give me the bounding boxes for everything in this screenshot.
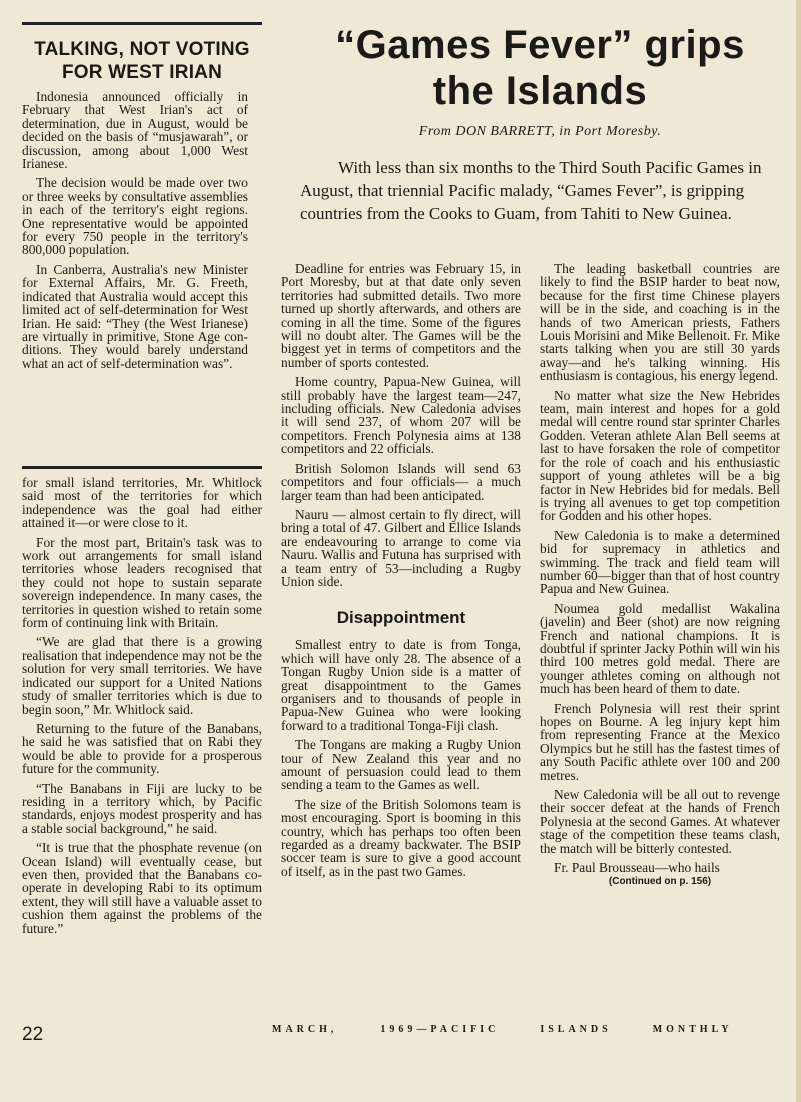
footer-month: MARCH, (272, 1024, 338, 1035)
sidebar-title-line1: TALKING, NOT VOTING (34, 39, 250, 60)
headline-line2: the Islands (432, 69, 648, 113)
footer-islands: ISLANDS (540, 1024, 612, 1035)
continued-note: (Continued on p. 156) (608, 876, 712, 888)
column2-paragraph: Deadline for entries was February 15, in Port Moresby, but at that date only seven territories had submitted details. Two more turned up shortly afterwards, and others are coming in all the time. Some of the figures will no doubt alter. The Games will be the biggest yet in terms of competitors and the number of sports contested. (281, 261, 521, 370)
column2-paragraph: The Tongans are making a Rugby Union tour of New Zealand this year and no amount of persuasion could lead to them sending a team to the Games as well. (281, 737, 521, 793)
column2-paragraph: The size of the British Solomons team is most encouraging. Sport is booming in this country, which has perhaps too often been regarded as a dreamy backwater. The BSIP soccer team is sure to give a good account of itself, as in the past two Games. (281, 796, 521, 879)
sidebar-paragraph: The decision would be made over two or three weeks by consultative assemblies in each of the territory's eight regions. One representative would be appointed for every 750 people in the territory's 800,000 population. (22, 175, 248, 258)
column2 (281, 262, 521, 878)
column1-paragraph: for small island territories, Mr. Whitlock said most of the territories for which independence was the goal had either attained it—or were close to it. (22, 475, 262, 531)
column1-lower (22, 476, 262, 935)
sidebar-top-rule (22, 22, 262, 25)
column1-paragraph: For the most part, Britain's task was to work out arrangements for small island territories whose leaders recognised that they could not hope to sustain separate sovereign independence. In many cases, the territories in question wished to retain some form of continuing link with Britain. (22, 534, 262, 631)
column3-paragraph: Noumea gold medallist Wakalina (javelin) and Beer (shot) are now reigning French and national champions. It is doubtful if sprinter Jacky Pothin will win his third 100 metres gold medal. There are younger athletes coming on although not much has been heard of them to date. (540, 600, 780, 697)
sidebar-title (22, 38, 262, 84)
column3-paragraph: The leading basketball countries are likely to find the BSIP harder to beat now, because for the first time Chinese players will be in the side, and coaching is in the hands of two American priests, Fathers Louis Morisini and Mike Bellenoit. Fr. Mike starts talking when you are still 30 yards away—and he's talking winning. His enthusiasm is contagious, his energy legend. (540, 261, 780, 384)
article-subhead: Disappointment (336, 608, 466, 628)
column2-paragraph: Smallest entry to date is from Tonga, which will have only 28. The absence of a Tongan Rugby Union side is a matter of great disappointment to the Games organisers and to thousands of people in Papua-New Guinea who were looking forward to a traditional Tonga-Fiji clash. (281, 637, 521, 733)
running-footer (272, 1024, 782, 1035)
column3 (540, 262, 780, 887)
column3-paragraph: New Caledonia will be all out to revenge their soccer defeat at the hands of French Polynesia at the second Games. At whatever stage of the competition these teams clash, the match will be bitterly contested. (540, 787, 780, 856)
column2-paragraph: Home country, Papua-New Guinea, will still probably have the largest team—247, including officials. New Caledonia advises it will send 237, of whom 207 will be competitors. French Polynesia aims at 138 competitors and 22 officials. (281, 374, 521, 457)
column3-paragraph: New Caledonia is to make a determined bid for supremacy in athletics and swimming. The track and field team will number 60—bigger than that of host country Papua and New Guinea. (540, 527, 780, 597)
column1-paragraph: “It is true that the phosphate revenue (on Ocean Island) will eventually cease, but even then, provided that the Banabans co-operate in developing Rabi to its optimum extent, they will still have a valuable asset to cushion them against the problems of the future.” (22, 840, 262, 936)
sidebar-paragraph: In Canberra, Australia's new Minister for External Affairs, Mr. G. Freeth, indicated that Australia would accept this limited act of self-determination for West Irian. He said: “They (the West Irianese) are virtually in primitive, Stone Age conditions. They would barely understand what an act of self-determination was”. (22, 261, 248, 371)
column3-paragraph: Fr. Paul Brousseau—who hails (554, 860, 720, 876)
sidebar-title-line2: FOR WEST IRIAN (61, 62, 223, 83)
headline-line1: “Games Fever” grips (335, 23, 745, 67)
column2-paragraph: British Solomon Islands will send 63 competitors and four officials— a much larger team than had been anticipated. (281, 460, 521, 503)
article-byline: From DON BARRETT, in Port Moresby. (418, 124, 662, 139)
sidebar-body (22, 90, 248, 370)
page-edge (796, 0, 801, 1102)
page-number: 22 (22, 1024, 44, 1045)
sidebar-bottom-rule (22, 466, 262, 469)
column3-paragraph: French Polynesia will rest their sprint hopes on Bourne. A leg injury kept him from representing France at the Mexico Olympics but he still has the fastest times of any South Pacific athlete over 100 and 200 metres. (540, 700, 780, 783)
column1-paragraph: “We are glad that there is a growing realisation that independence may not be the solution for very small territories. We have indicated our support for a United Nations study of smaller territories which is due to begin soon,” Mr. Whitlock said. (22, 634, 262, 717)
footer-year-pacific: 1969—PACIFIC (380, 1024, 500, 1035)
column3-paragraph: No matter what size the New Hebrides team, main interest and hopes for a gold medal will centre round star sprinter Charles Godden. Veteran athlete Alan Bell seems at last to have forsaken the role of competitor for the role of coach and his enthusiastic support of young athletes will be a big factor in New Hebrides bid for medals. Bell is trying all avenues to get top competition for Godden and his other hopes. (540, 387, 780, 524)
column2-paragraph: Nauru — almost certain to fly direct, will bring a total of 47. Gilbert and Ellice Islands are endeavouring to arrange to come via Nauru. Wallis and Futuna has surprised with a team entry of 53—including a Rugby Union side. (281, 506, 521, 589)
article-headline (290, 22, 790, 114)
sidebar-paragraph: Indonesia announced officially in February that West Irian's act of determination, due in August, would be decided on the basis of “musjawarah”, or discussion, among about 1,000 West Irianese. (22, 89, 248, 172)
column1-paragraph: “The Banabans in Fiji are lucky to be residing in a territory which, by Pacific standards, enjoys modest prosperity and has a stable social background,” he said. (22, 780, 262, 836)
article-intro: With less than six months to the Third South Pacific Games in August, that triennial Pacific malady, “Games Fever”, is gripping countries from the Cooks to Guam, from Tahiti to New Guinea. (300, 158, 762, 223)
column1-paragraph: Returning to the future of the Banabans, he said he was satisfied that on Rabi they would be able to provide for a prosperous future for the community. (22, 720, 262, 777)
footer-monthly: MONTHLY (652, 1024, 733, 1035)
